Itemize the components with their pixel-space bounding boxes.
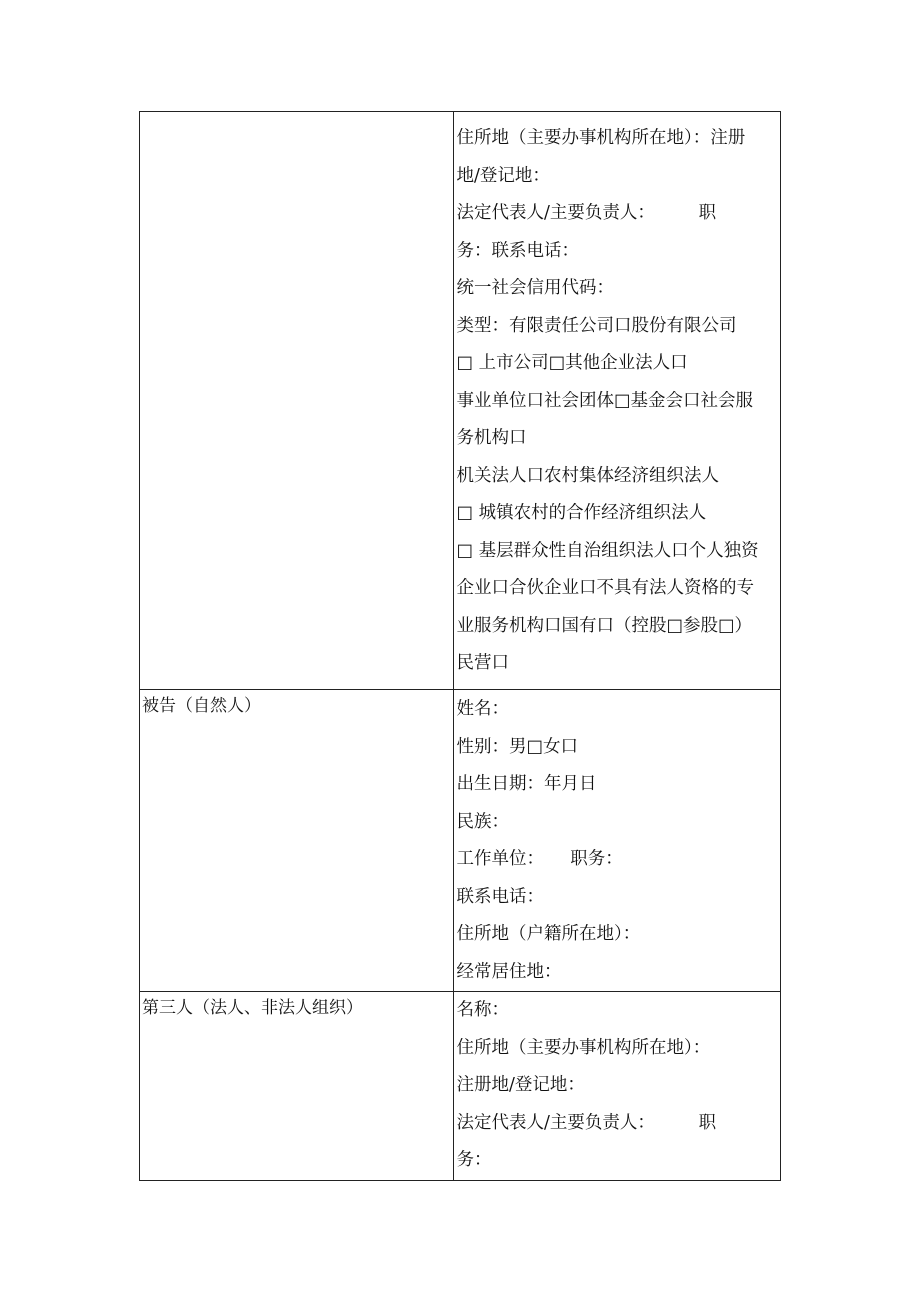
- entity-type-line: □ 基层群众性自治组织法人口个人独资: [456, 540, 759, 561]
- entity-type-line: 务机构口: [456, 428, 527, 448]
- party-info-table: [139, 111, 781, 1181]
- registration-place-line: 注册地/登记地：: [456, 1075, 585, 1095]
- registration-place-line: 地/登记地：: [456, 165, 550, 186]
- defendant-label-cell: [140, 690, 454, 992]
- third-party-label: 第三人（法人、非法人组织）: [142, 998, 363, 1018]
- company-party-label-cell: [140, 112, 454, 690]
- defendant-details-cell: [454, 690, 781, 992]
- entity-type-line: 机关法人口农村集体经济组织法人: [456, 465, 719, 486]
- third-party-details-cell: [454, 992, 781, 1181]
- third-party-row: [140, 992, 781, 1181]
- name-line: 名称：: [456, 1000, 509, 1020]
- entity-type-line: □ 城镇农村的合作经济组织法人: [456, 503, 707, 523]
- company-party-details-cell: [454, 112, 781, 690]
- phone-line: 联系电话：: [456, 886, 544, 907]
- third-party-label-cell: [140, 992, 454, 1181]
- address-line: 住所地（主要办事机构所在地）：: [456, 1037, 711, 1058]
- employer-position-line: 工作单位： 职务：: [456, 849, 623, 869]
- entity-type-line: 企业口合伙企业口不具有法人资格的专: [456, 578, 754, 598]
- gender-line: 性别：男□女口: [456, 736, 579, 757]
- name-line: 姓名：: [456, 699, 509, 719]
- company-party-row: [140, 112, 781, 690]
- legal-representative-line: 法定代表人/主要负责人： 职: [456, 1112, 717, 1133]
- ownership-type-line: 民营口: [456, 653, 509, 673]
- entity-type-line: □ 上市公司□其他企业法人口: [456, 353, 688, 373]
- defendant-label: 被告（自然人）: [142, 696, 261, 716]
- company-party-label: [140, 112, 453, 115]
- legal-representative-line: 法定代表人/主要负责人： 职: [456, 203, 717, 223]
- position-line: 务：: [456, 1150, 492, 1170]
- birth-date-line: 出生日期：年月日: [456, 774, 597, 794]
- ownership-type-line: 业服务机构口国有口（控股□参股□）: [456, 615, 753, 636]
- defendant-person-row: [140, 690, 781, 992]
- entity-type-line: 类型：有限责任公司口股份有限公司: [456, 315, 737, 336]
- ethnicity-line: 民族：: [456, 811, 509, 832]
- credit-code-line: 统一社会信用代码：: [456, 278, 614, 298]
- position-phone-line: 务：联系电话：: [456, 240, 579, 261]
- residence-line: 经常居住地：: [456, 961, 562, 982]
- household-address-line: 住所地（户籍所在地）：: [456, 924, 641, 944]
- entity-type-line: 事业单位口社会团体□基金会口社会服: [456, 390, 754, 411]
- address-line: 住所地（主要办事机构所在地）：注册: [456, 128, 746, 148]
